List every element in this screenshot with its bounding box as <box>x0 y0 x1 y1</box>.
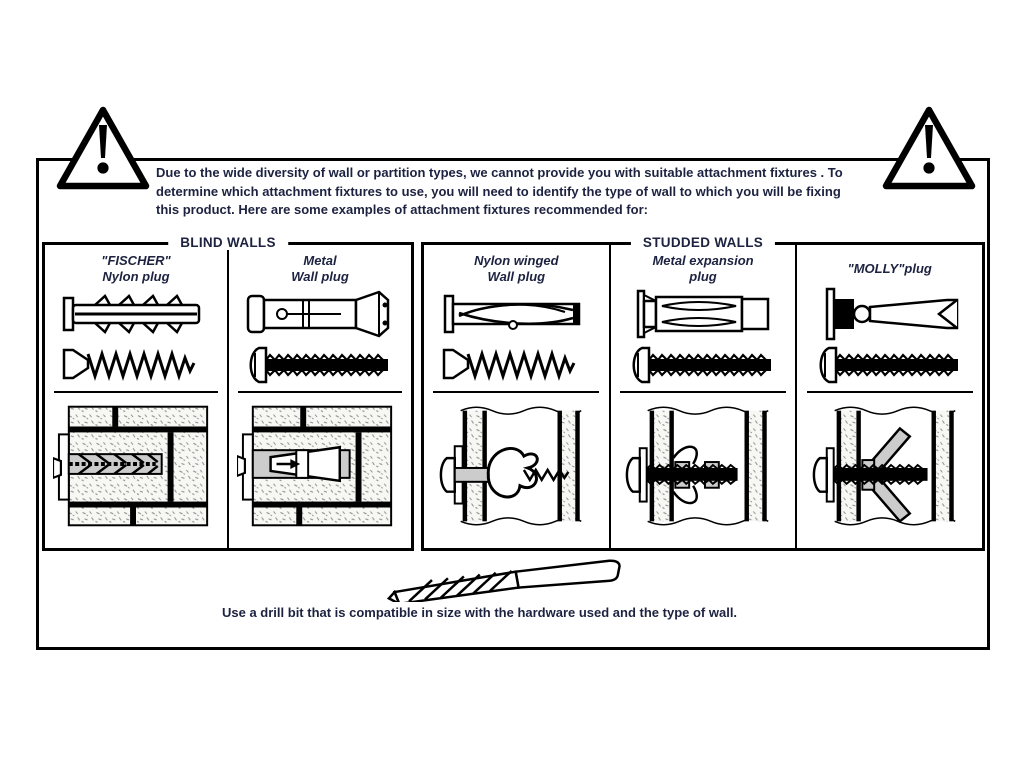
hollow-wall-cross-section-figure <box>620 398 786 539</box>
drill-caption: Use a drill bit that is compatible in size with the hardware used and the type of wall. <box>222 605 738 620</box>
column-label: "FISCHER" Nylon plug <box>101 253 171 284</box>
column-divider <box>620 391 786 393</box>
column-fischer-nylon-plug <box>45 245 227 548</box>
section-title: STUDDED WALLS <box>631 235 775 250</box>
section-studded-walls <box>421 235 985 551</box>
warning-triangle-icon <box>56 106 150 192</box>
intro-paragraph <box>156 164 916 220</box>
intro-line: determine which attachment fixtures to use, you will need to identify the type of wall to which you will be fixing <box>156 183 841 199</box>
column-metal-expansion-plug <box>609 245 796 548</box>
warning-triangle-icon <box>882 106 976 192</box>
column-divider <box>433 391 599 393</box>
column-nylon-winged-plug <box>424 245 609 548</box>
masonry-cross-section-figure <box>53 398 219 539</box>
countersunk-screw-figure <box>61 343 211 385</box>
winged-plug-figure <box>441 285 591 343</box>
hollow-wall-cross-section-figure <box>807 398 973 539</box>
countersunk-screw-figure <box>441 343 591 385</box>
column-divider <box>807 391 973 393</box>
column-label: "MOLLY"plug <box>847 260 932 276</box>
metal-anchor-figure <box>245 285 395 343</box>
intro-line: Due to the wide diversity of wall or partition types, we cannot provide you with suitable attachment fixtures . To <box>156 165 843 180</box>
column-label: Metal expansion plug <box>652 253 754 284</box>
hollow-wall-cross-section-figure <box>433 398 599 539</box>
pan-head-bolt-figure <box>628 343 778 385</box>
section-title: BLIND WALLS <box>168 235 288 250</box>
pan-head-bolt-figure <box>245 343 395 385</box>
expansion-plug-figure <box>628 285 778 343</box>
drill-bit-figure <box>384 554 636 607</box>
column-divider <box>54 391 218 393</box>
section-blind-walls <box>42 235 414 551</box>
fischer-plug-figure <box>61 285 211 343</box>
masonry-cross-section-figure <box>237 398 403 539</box>
intro-line: this product. Here are some examples of attachment fixtures recommended for: <box>156 202 648 217</box>
pan-head-bolt-figure <box>815 343 965 385</box>
column-metal-wall-plug <box>227 245 411 548</box>
column-divider <box>238 391 402 393</box>
molly-plug-figure <box>815 285 965 343</box>
column-molly-plug <box>795 245 982 548</box>
column-label: Nylon winged Wall plug <box>474 253 559 284</box>
column-label: Metal Wall plug <box>291 253 349 284</box>
